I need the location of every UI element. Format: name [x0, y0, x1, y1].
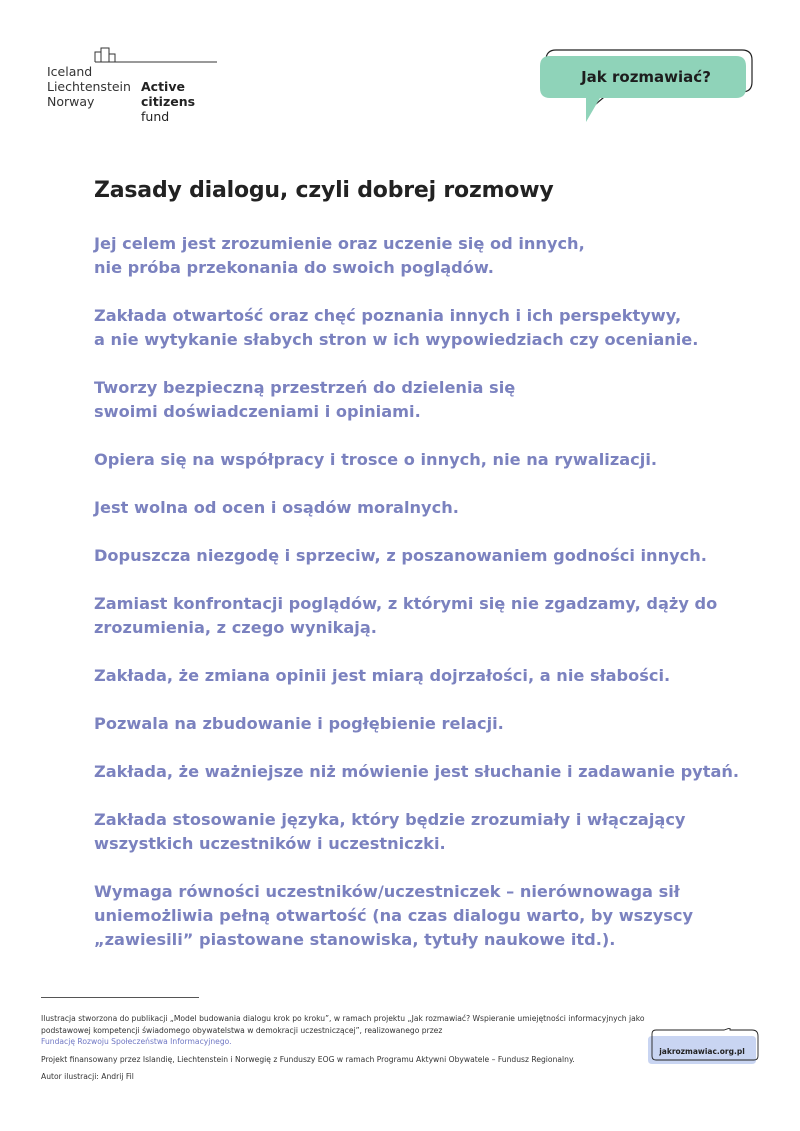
footer-organization-link[interactable]: Fundację Rozwoju Społeczeństwa Informacyjnego.	[41, 1037, 232, 1046]
principle-item: Jej celem jest zrozumienie oraz uczenie się od innych, nie próba przekonania do swoich poglądów.	[94, 234, 585, 277]
website-url-bubble[interactable]	[646, 1028, 760, 1068]
principle-item: Dopuszcza niezgodę i sprzeciw, z poszanowaniem godności innych.	[94, 546, 707, 565]
principle-item: Zamiast konfrontacji poglądów, z którymi się nie zgadzamy, dąży do zrozumienia, z czego wynikają.	[94, 594, 718, 637]
footer-credits	[41, 1013, 651, 1083]
footer-illustration-author: Autor ilustracji: Andrij Fil	[41, 1072, 134, 1081]
logo-country: Norway	[47, 94, 95, 109]
footer-divider	[41, 997, 199, 998]
logo-countries	[47, 64, 131, 109]
footer-publication-note: Ilustracja stworzona do publikacji „Model budowania dialogu krok po kroku”, w ramach projektu „Jak rozmawiać? Wspieranie umiejętności informacyjnych jako podstawowej kompetencji świadomego obywatelstwa w demokracji uczestniczącej”, realizowanego przez	[41, 1014, 645, 1035]
logo-fund-word: citizens	[141, 94, 196, 109]
page-title: Zasady dialogu, czyli dobrej rozmowy	[94, 178, 554, 203]
logo-fund-name	[141, 79, 222, 124]
principle-item: Zakłada, że ważniejsze niż mówienie jest słuchanie i zadawanie pytań.	[94, 762, 740, 781]
principle-item: Zakłada otwartość oraz chęć poznania innych i ich perspektywy, a nie wytykanie słabych stron w ich wypowiedziach czy ocenianie.	[94, 306, 699, 349]
logo-country: Liechtenstein	[47, 79, 131, 94]
principle-item: Opiera się na współpracy i trosce o innych, nie na rywalizacji.	[94, 450, 658, 469]
website-url[interactable]: jakrozmawiac.org.pl	[659, 1046, 745, 1056]
logo-country: Iceland	[47, 64, 93, 79]
eea-grants-logo	[47, 46, 222, 124]
logo-fund-word: fund	[141, 109, 170, 124]
logo-fund-word: Active	[141, 79, 185, 94]
principle-item: Jest wolna od ocen i osądów moralnych.	[94, 498, 459, 517]
speech-bubble-badge	[538, 48, 756, 126]
footer-funding-note: Projekt finansowany przez Islandię, Liechtenstein i Norwegię z Funduszy EOG w ramach Programu Aktywni Obywatele – Fundusz Regionalny.	[41, 1054, 575, 1064]
principle-item: Zakłada, że zmiana opinii jest miarą dojrzałości, a nie słabości.	[94, 666, 671, 685]
bubble-label: Jak rozmawiać?	[581, 68, 711, 86]
principle-item: Tworzy bezpieczną przestrzeń do dzielenia się swoimi doświadczeniami i opiniami.	[94, 378, 516, 421]
principle-item: Wymaga równości uczestników/uczestniczek – nierównowaga sił uniemożliwia pełną otwartość (na czas dialogu warto, by wszyscy „zawiesili” piastowane stanowiska, tytuły naukowe itd.).	[94, 882, 694, 949]
dialogue-principles-list	[94, 232, 764, 976]
principle-item: Zakłada stosowanie języka, który będzie zrozumiały i włączający wszystkich uczestników i uczestniczki.	[94, 810, 686, 853]
principle-item: Pozwala na zbudowanie i pogłębienie relacji.	[94, 714, 504, 733]
